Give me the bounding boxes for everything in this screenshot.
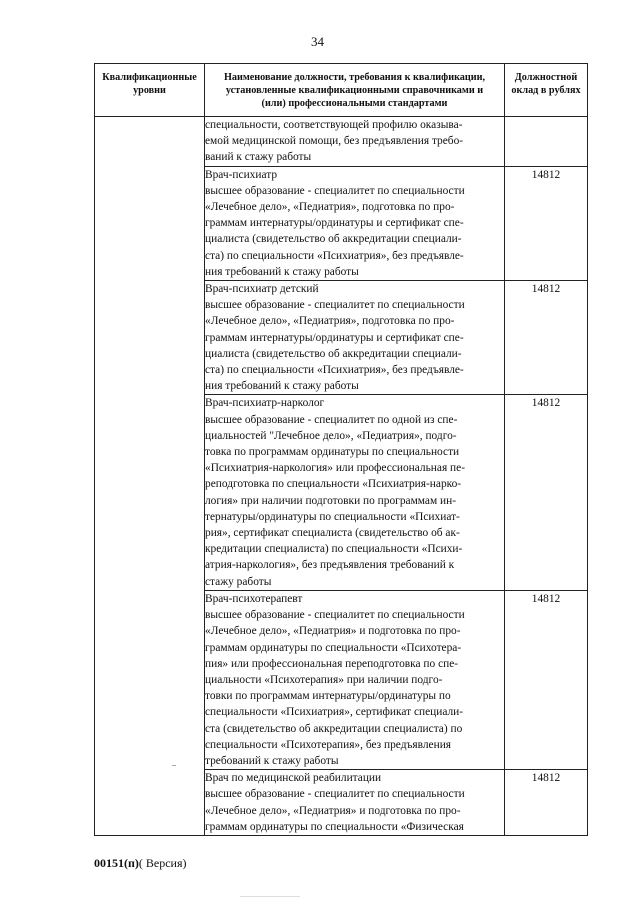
position-text-line: высшее образование - специалитет по одной из спе- bbox=[205, 413, 458, 426]
position-text-line: ния требований к стажу работы bbox=[205, 380, 359, 393]
position-text-line: реподготовка по специальности «Психиатрия-нарко- bbox=[205, 478, 462, 491]
position-text-line: Врач-психиатр детский bbox=[205, 283, 319, 296]
position-text-line: товки по программам интернатуры/ординатуры по bbox=[205, 690, 451, 703]
position-text-line: «Лечебное дело», «Педиатрия», подготовка по про- bbox=[205, 315, 455, 328]
position-text-line: Врач-психиатр bbox=[205, 168, 278, 181]
position-text-line: циальностей "Лечебное дело», «Педиатрия», подго- bbox=[205, 429, 457, 442]
table-body bbox=[95, 117, 588, 836]
scan-artifact bbox=[172, 765, 176, 766]
position-cell bbox=[205, 395, 505, 590]
salary-cell: 14812 bbox=[505, 281, 588, 395]
document-code: 00151(п) bbox=[94, 856, 139, 870]
position-text-line: пия» или профессиональная переподготовка по спе- bbox=[205, 657, 459, 670]
table-row bbox=[95, 117, 588, 167]
header-line: Квалификационные bbox=[102, 72, 197, 83]
header-line: Должностной bbox=[514, 72, 578, 83]
position-text-line: циалиста (свидетельство об аккредитации специали- bbox=[205, 233, 462, 246]
position-cell bbox=[205, 770, 505, 836]
position-text-line: товка по программам ординатуры по специальности bbox=[205, 446, 460, 459]
table-header-row bbox=[95, 64, 588, 117]
position-text-line: ста) по специальности «Психиатрия», без предъявле- bbox=[205, 364, 464, 377]
header-salary bbox=[505, 64, 588, 117]
document-footer-code bbox=[94, 856, 187, 871]
header-position-requirements bbox=[205, 64, 505, 117]
position-text-line: граммам ординатуры по специальности «Психотера- bbox=[205, 641, 462, 654]
document-version: ( Версия) bbox=[138, 856, 187, 870]
position-text-line: циалиста (свидетельство об аккредитации специали- bbox=[205, 347, 462, 360]
position-text-line: высшее образование - специалитет по специальности bbox=[205, 609, 465, 622]
header-line: (или) профессиональными стандартами bbox=[261, 98, 448, 109]
position-text-line: граммам ординатуры по специальности «Физическая bbox=[205, 820, 464, 833]
position-text-line: ваний к стажу работы bbox=[205, 151, 312, 164]
header-line: установленные квалификационными справочниками и bbox=[225, 85, 484, 96]
header-line: Наименование должности, требования к квалификации, bbox=[223, 72, 486, 83]
position-text-line: специальности «Психотерапия», без предъявления bbox=[205, 738, 452, 751]
position-cell bbox=[205, 166, 505, 280]
position-text-line: «Лечебное дело», «Педиатрия» и подготовка по про- bbox=[205, 804, 461, 817]
position-text-line: Врач-психотерапевт bbox=[205, 592, 303, 605]
qualification-table bbox=[94, 63, 588, 836]
header-line: оклад в рублях bbox=[511, 85, 581, 96]
position-text-line: «Лечебное дело», «Педиатрия» и подготовка по про- bbox=[205, 625, 461, 638]
page-number: 34 bbox=[311, 34, 324, 49]
position-text-line: ста (свидетельство об аккредитации специалиста) по bbox=[205, 722, 463, 735]
position-text-line: требований к стажу работы bbox=[205, 754, 339, 767]
position-text-line: высшее образование - специалитет по специальности bbox=[205, 299, 465, 312]
position-text-line: «Психиатрия-наркология» или профессиональная пе- bbox=[205, 462, 465, 475]
salary-cell: 14812 bbox=[505, 166, 588, 280]
header-line: уровни bbox=[133, 85, 166, 96]
position-text-line: атрия-наркология», без предъявления требований к bbox=[205, 559, 455, 572]
position-text-line: Врач по медицинской реабилитации bbox=[205, 772, 382, 785]
position-cell bbox=[205, 117, 505, 167]
salary-cell bbox=[505, 117, 588, 167]
position-text-line: высшее образование - специалитет по специальности bbox=[205, 788, 465, 801]
position-text-line: емой медицинской помощи, без предъявления требо- bbox=[205, 135, 464, 148]
position-text-line: граммам интернатуры/ординатуры и сертификат спе- bbox=[205, 217, 464, 230]
position-text-line: логия» при наличии подготовки по программам ин- bbox=[205, 494, 457, 507]
header-qualification-levels bbox=[95, 64, 205, 117]
position-text-line: рия», сертификат специалиста (свидетельство об ак- bbox=[205, 527, 460, 540]
position-text-line: специальности «Психиатрия», сертификат специали- bbox=[205, 706, 464, 719]
position-text-line: стажу работы bbox=[205, 575, 272, 588]
position-text-line: «Лечебное дело», «Педиатрия», подготовка по про- bbox=[205, 201, 455, 214]
salary-cell: 14812 bbox=[505, 770, 588, 836]
position-cell bbox=[205, 281, 505, 395]
salary-cell: 14812 bbox=[505, 590, 588, 769]
position-text-line: циальности «Психотерапия» при наличии подго- bbox=[205, 673, 443, 686]
position-text-line: Врач-психиатр-нарколог bbox=[205, 397, 325, 410]
position-text-line: специальности, соответствующей профилю оказыва- bbox=[205, 119, 463, 131]
qualification-level-cell bbox=[95, 117, 205, 836]
scan-artifact bbox=[240, 896, 300, 897]
position-text-line: ста) по специальности «Психиатрия», без предъявле- bbox=[205, 249, 464, 262]
salary-cell: 14812 bbox=[505, 395, 588, 590]
position-text-line: граммам интернатуры/ординатуры и сертификат спе- bbox=[205, 331, 464, 344]
position-text-line: высшее образование - специалитет по специальности bbox=[205, 184, 465, 197]
position-text-line: кредитации специалиста) по специальности «Психи- bbox=[205, 543, 463, 556]
position-text-line: тернатуры/ординатуры по специальности «Психиат- bbox=[205, 510, 460, 523]
position-text-line: ния требований к стажу работы bbox=[205, 265, 359, 278]
position-cell bbox=[205, 590, 505, 769]
